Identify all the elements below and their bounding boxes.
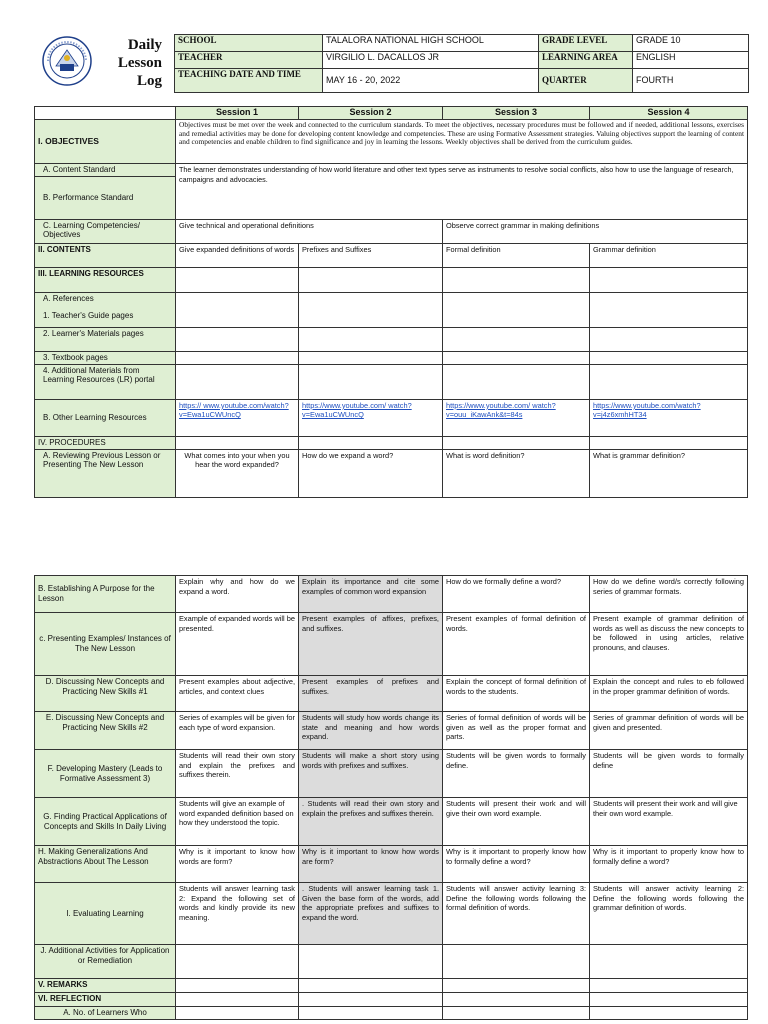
discussing-1-session-3: Explain the concept of formal definition of words to the students.: [443, 676, 590, 712]
review-session-3: What is word definition?: [443, 450, 590, 498]
applications-session-2: . Students will read their own story and explain the prefixes and suffixes therein.: [299, 798, 443, 846]
review-session-2: How do we expand a word?: [299, 450, 443, 498]
reflection-label: VI. REFLECTION: [35, 993, 176, 1007]
resource-link-session-3[interactable]: [443, 400, 590, 437]
applications-session-1: Students will give an example of word expanded definition based on how they understood the topic.: [176, 798, 299, 846]
deped-seal-icon: [42, 36, 92, 86]
evaluating-session-3: Students will answer activity learning 3: Define the following words following the formal definition of words.: [443, 883, 590, 945]
learners-count-label: A. No. of Learners Who: [35, 1007, 176, 1020]
content-session-4: Grammar definition: [590, 244, 748, 268]
performance-standard-label: B. Performance Standard: [35, 177, 176, 220]
resource-link-3[interactable]: https://www.youtube.com/ watch?v=ouu_iKawAnk&t=84s: [446, 401, 556, 420]
school-value: TALALORA NATIONAL HIGH SCHOOL: [323, 35, 539, 52]
review-lesson-label: A. Reviewing Previous Lesson or Presenting The New Lesson: [35, 450, 176, 498]
evaluating-session-4: Students will answer activity learning 2: Define the following words following the grammar definition of words.: [590, 883, 748, 945]
discussing-2-label: E. Discussing New Concepts and Practicing New Skills #2: [35, 712, 176, 750]
discussing-2-session-4: Series of grammar definition of words will be given and presented.: [590, 712, 748, 750]
evaluating-session-2: . Students will answer learning task 1. Given the base form of the words, add the appropriate prefixes and suffixes to expand the word.: [299, 883, 443, 945]
examples-session-2: Present examples of affixes, prefixes, and suffixes.: [299, 613, 443, 676]
textbook-pages-label: 3. Textbook pages: [35, 352, 176, 365]
evaluating-label: I. Evaluating Learning: [35, 883, 176, 945]
generalizations-session-2: Why is it important to know how words are form?: [299, 846, 443, 883]
applications-session-4: Students will present their work and will give their own word example.: [590, 798, 748, 846]
corner-cell: [35, 107, 176, 120]
quarter-value: FOURTH: [633, 69, 749, 93]
presenting-examples-label: c. Presenting Examples/ Instances of The New Lesson: [35, 613, 176, 676]
other-resources-label: B. Other Learning Resources: [35, 400, 176, 437]
resource-link-session-1[interactable]: [176, 400, 299, 437]
date-label: TEACHING DATE AND TIME: [175, 69, 323, 93]
objectives-text: Objectives must be met over the week and connected to the curriculum standards. To meet the objectives, necessary procedures must be followed and if needed, additional lessons, exercises and remedial activities may be done for developing content knowledge and competencies. These are using Formative Assessment strategies. Valuing objectives support the learning of content and competencies and enable children to find significance and joy in learning the lessons. Weekly objectives shall be derived from the curriculum guides.: [176, 120, 748, 164]
mastery-session-2: Students will make a short story using words with prefixes and suffixes.: [299, 750, 443, 798]
session-1-header: Session 1: [176, 107, 299, 120]
teachers-guide-label: 1. Teacher's Guide pages: [43, 311, 134, 321]
teacher-value: VIRGILIO L. DACALLOS JR: [323, 52, 539, 69]
school-label: SCHOOL: [175, 35, 323, 52]
generalizations-label: H. Making Generalizations And Abstractions About The Lesson: [35, 846, 176, 883]
additional-activities-label: J. Additional Activities for Application or Remediation: [35, 945, 176, 979]
content-session-3: Formal definition: [443, 244, 590, 268]
competencies-label: C. Learning Competencies/ Objectives: [35, 220, 176, 244]
resource-link-session-2[interactable]: [299, 400, 443, 437]
document-title: [92, 36, 162, 90]
examples-session-3: Present examples of formal definition of words.: [443, 613, 590, 676]
resource-link-1[interactable]: https:// www.youtube.com/watch? v=Ewa1uCWUncQ: [179, 401, 289, 420]
examples-session-1: Example of expanded words will be presented.: [176, 613, 299, 676]
title-line-2: Lesson Log: [117, 55, 162, 89]
mastery-session-1: Students will read their own story and explain the prefixes and suffixes therein.: [176, 750, 299, 798]
area-value: ENGLISH: [633, 52, 749, 69]
title-line-1: Daily: [127, 37, 162, 53]
teacher-label: TEACHER: [175, 52, 323, 69]
discussing-2-session-3: Series of formal definition of words will be given as well as the proper format and parts.: [443, 712, 590, 750]
evaluating-session-1: Students will answer learning task 2: Expand the following set of words and kindly provide its new meaning.: [176, 883, 299, 945]
content-standard-label: A. Content Standard: [35, 164, 176, 177]
content-session-1: Give expanded definitions of words: [176, 244, 299, 268]
session-2-header: Session 2: [299, 107, 443, 120]
competency-sessions-3-4: Observe correct grammar in making definitions: [443, 220, 748, 244]
discussing-1-session-4: Explain the concept and rules to eb followed in the proper grammar definition of words.: [590, 676, 748, 712]
resource-link-session-4[interactable]: [590, 400, 748, 437]
contents-label: II. CONTENTS: [35, 244, 176, 268]
developing-mastery-label: F. Developing Mastery (Leads to Formative Assessment 3): [35, 750, 176, 798]
purpose-label: B. Establishing A Purpose for the Lesson: [35, 576, 176, 613]
learners-materials-label: 2. Learner's Materials pages: [35, 328, 176, 352]
remarks-label: V. REMARKS: [35, 979, 176, 993]
content-session-2: Prefixes and Suffixes: [299, 244, 443, 268]
generalizations-session-4: Why is it important to properly know how to formally define a word?: [590, 846, 748, 883]
area-label: LEARNING AREA: [539, 52, 633, 69]
content-standard-text: The learner demonstrates understanding of how world literature and other text types serve as instruments to resolve social conflicts, also how to use the language of research, campaigns and advocacies.: [176, 164, 748, 220]
lesson-plan-table-part1: [34, 106, 748, 498]
procedures-label: IV. PROCEDURES: [35, 437, 176, 450]
applications-session-3: Students will present their work and will give their own word example.: [443, 798, 590, 846]
learning-resources-label: III. LEARNING RESOURCES: [35, 268, 176, 293]
discussing-2-session-1: Series of examples will be given for each type of word expansion.: [176, 712, 299, 750]
mastery-session-3: Students will be given words to formally define.: [443, 750, 590, 798]
discussing-1-session-2: Present examples of prefixes and suffixes.: [299, 676, 443, 712]
generalizations-session-1: Why is it important to know how words are form?: [176, 846, 299, 883]
purpose-session-3: How do we formally define a word?: [443, 576, 590, 613]
session-4-header: Session 4: [590, 107, 748, 120]
references-label: A. References: [43, 294, 94, 303]
examples-session-4: Present example of grammar definition of words as well as discuss the new concepts to be followed in using articles, relative pronouns, and clauses.: [590, 613, 748, 676]
review-session-1: What comes into your when you hear the word expanded?: [176, 450, 299, 498]
lesson-plan-table-part2: [34, 575, 748, 1020]
grade-label: GRADE LEVEL: [539, 35, 633, 52]
competency-sessions-1-2: Give technical and operational definitions: [176, 220, 443, 244]
discussing-1-label: D. Discussing New Concepts and Practicing New Skills #1: [35, 676, 176, 712]
date-value: MAY 16 - 20, 2022: [323, 69, 539, 93]
resource-link-4[interactable]: https://www.youtube.com/watch? v=j4z6xmhHT34: [593, 401, 701, 420]
generalizations-session-3: Why is it important to properly know how to formally define a word?: [443, 846, 590, 883]
references-cell: [35, 293, 176, 328]
quarter-label: QUARTER: [539, 69, 633, 93]
session-3-header: Session 3: [443, 107, 590, 120]
practical-applications-label: G. Finding Practical Applications of Concepts and Skills In Daily Living: [35, 798, 176, 846]
additional-materials-label: 4. Additional Materials from Learning Resources (LR) portal: [35, 365, 176, 400]
header-info-table: [174, 34, 749, 93]
mastery-session-4: Students will be given words to formally define: [590, 750, 748, 798]
purpose-session-1: Explain why and how do we expand a word.: [176, 576, 299, 613]
objectives-label: I. OBJECTIVES: [35, 120, 176, 164]
discussing-2-session-2: Students will study how words change its state and meaning and how words expand.: [299, 712, 443, 750]
review-session-4: What is grammar definition?: [590, 450, 748, 498]
discussing-1-session-1: Present examples about adjective, articles, and context clues: [176, 676, 299, 712]
grade-value: GRADE 10: [633, 35, 749, 52]
purpose-session-4: How do we define word/s correctly following series of grammar formats.: [590, 576, 748, 613]
purpose-session-2: Explain its importance and cite some examples of common word expansion: [299, 576, 443, 613]
resource-link-2[interactable]: https://www.youtube.com/ watch?v=Ewa1uCWUncQ: [302, 401, 412, 420]
